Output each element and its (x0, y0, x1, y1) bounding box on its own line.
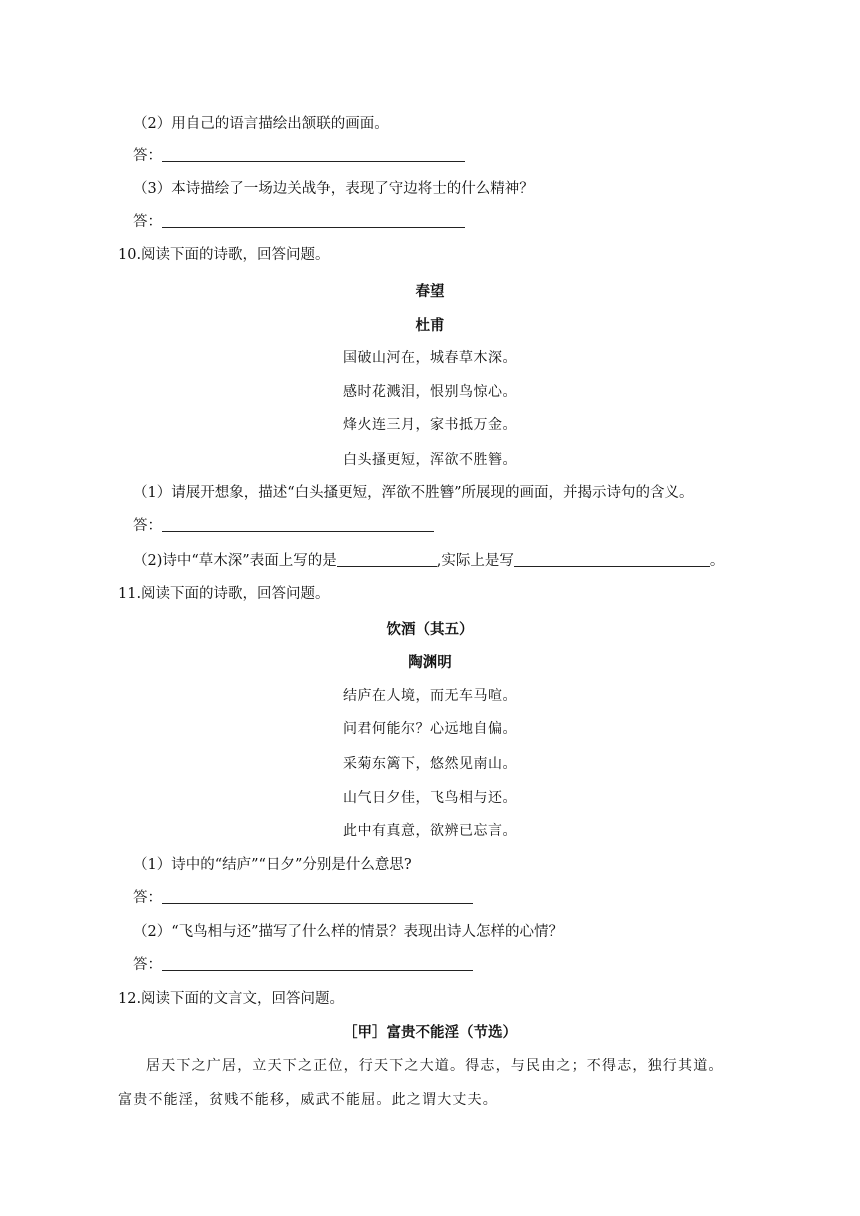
q9-answer-line-2 (133, 213, 465, 231)
q10-heading: 10.阅读下面的诗歌，回答问题。 (118, 247, 330, 263)
q10-sub2-part2: ,实际上是写 (436, 553, 514, 569)
q11-sub1: （1）诗中的“结庐”“日夕”分别是什么意思? (133, 857, 412, 873)
passage-line: 富贵不能淫，贫贱不能移，威武不能屈。此之谓大丈夫。 (118, 1092, 498, 1108)
q11-answer-line-1 (133, 889, 473, 907)
fill-blank[interactable] (514, 552, 710, 567)
q10-answer-line (133, 517, 434, 535)
q10-sub1: （1）请展开想象，描述“白头搔更短，浑欲不胜簪”所展现的画面，并揭示诗句的含义。 (133, 485, 694, 501)
q9-sub3: （3）本诗描绘了一场边关战争，表现了守边将士的什么精神？ (133, 181, 534, 197)
poem-title: 春望 (415, 283, 445, 300)
poem-line: 国破山河在，城春草木深。 (343, 350, 517, 366)
poem-line: 此中有真意，欲辨已忘言。 (343, 823, 517, 839)
fill-blank[interactable] (337, 552, 437, 567)
poem-line: 山气日夕佳，飞鸟相与还。 (343, 790, 517, 806)
q10-sub2 (133, 552, 724, 570)
poem-line: 白头搔更短，浑欲不胜簪。 (343, 452, 517, 468)
passage-title: ［甲］富贵不能淫（节选） (343, 1024, 517, 1041)
q11-sub2: （2）“飞鸟相与还”描写了什么样的情景？表现出诗人怎样的心情？ (133, 924, 564, 940)
answer-label: 答： (133, 148, 162, 164)
answer-label: 答： (133, 957, 162, 973)
answer-blank[interactable] (162, 956, 473, 971)
q9-sub2: （2）用自己的语言描绘出颔联的画面。 (133, 116, 389, 132)
answer-blank[interactable] (162, 213, 465, 228)
poem-line: 感时花溅泪，恨别鸟惊心。 (343, 384, 517, 400)
answer-blank[interactable] (162, 889, 473, 904)
poem-line: 结庐在人境，而无车马喧。 (343, 688, 517, 704)
poem-title: 饮酒（其五） (386, 621, 474, 638)
answer-blank[interactable] (162, 517, 434, 532)
q9-answer-line-1 (133, 147, 465, 165)
poem-author: 杜甫 (415, 317, 445, 334)
answer-label: 答： (133, 214, 162, 230)
q10-sub2-part3: 。 (709, 553, 725, 569)
poem-line: 问君何能尔？心远地自偏。 (343, 721, 517, 737)
poem-line: 烽火连三月，家书抵万金。 (343, 417, 517, 433)
q11-heading: 11.阅读下面的诗歌，回答问题。 (118, 586, 330, 602)
answer-label: 答： (133, 518, 162, 534)
answer-blank[interactable] (162, 147, 465, 162)
q12-heading: 12.阅读下面的文言文，回答问题。 (118, 991, 345, 1007)
poem-author: 陶渊明 (408, 654, 452, 671)
q11-answer-line-2 (133, 956, 473, 974)
answer-label: 答： (133, 890, 162, 906)
q10-sub2-part1: （2)诗中“草木深”表面上写的是 (133, 553, 337, 569)
passage-line: 居天下之广居，立天下之正位，行天下之大道。得志，与民由之；不得志，独行其道。 (146, 1058, 724, 1074)
poem-line: 采菊东篱下，悠然见南山。 (343, 756, 517, 772)
